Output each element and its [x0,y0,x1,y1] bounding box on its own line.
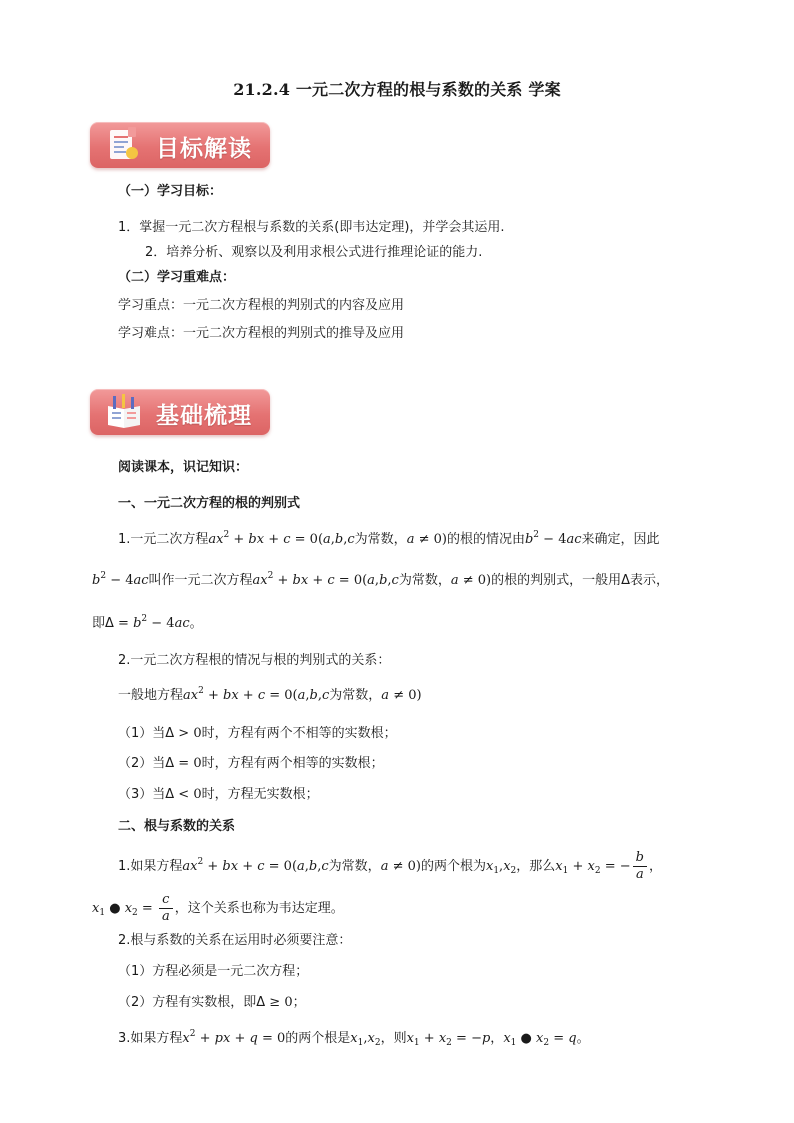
note-item-1: （1）方程必须是一元二次方程； [118,964,309,979]
vieta-monic: 3.如果方程$x^2$ + px + q = 0的两个根是$x_1,x_2$，则$x_1 + x_2 = -p$，$x_1$ ● $x_2 = q$。 [118,1029,590,1048]
banner-basics-label: 基础梳理 [156,403,252,429]
paragraph-1-line-2: $b^2 - 4ac$叫作一元二次方程$ax^2$ + bx + c = 0(a,b,c为常数，a ≠ 0)的根的判别式，一般用Δ表示， [92,571,669,588]
fraction-c-over-a: $\frac{c}{a}$ [159,892,173,925]
difficult-point: 学习难点：一元二次方程根的判别式的推导及应用 [118,326,405,341]
vieta-line-1: 1.如果方程$ax^2$ + bx + c = 0(a,b,c为常数，a ≠ 0)的两个根为$x_1,x_2$，那么$x_1 + x_2$ = − $\frac{b}{a}$ ， [118,850,663,882]
goals-heading: （一）学习目标： [118,184,223,199]
section-discriminant-heading: 一、一元二次方程的根的判别式 [118,496,301,511]
paragraph-1-line-1: 1.一元二次方程$ax^2$ + bx + c = 0(a,b,c为常数，a ≠ 0)的根的情况由$b^2 - 4ac$来确定，因此 [118,530,660,547]
banner-goals [90,122,270,168]
banner-basics [90,389,270,435]
case-positive: （1）当Δ > 0时，方程有两个不相等的实数根； [118,726,397,741]
section-vieta-heading: 二、根与系数的关系 [118,819,236,834]
goal-item-2: 2．培养分析、观察以及利用求根公式进行推理论证的能力. [145,245,483,260]
fraction-b-over-a: $\frac{b}{a}$ [633,850,647,883]
key-point: 学习重点：一元二次方程根的判别式的内容及应用 [118,298,405,313]
reading-intro: 阅读课本，识记知识： [118,460,249,475]
page-title: 21.2.4 一元二次方程的根与系数的关系 学案 [233,80,561,99]
goal-item-1: 1．掌握一元二次方程根与系数的关系(即韦达定理)，并学会其运用. [118,220,505,235]
document-icon [104,127,144,163]
note-item-2: （2）方程有实数根，即Δ ≥ 0； [118,995,306,1010]
case-zero: （2）当Δ = 0时，方程有两个相等的实数根； [118,756,384,771]
book-icon [104,394,144,430]
banner-goals-label: 目标解读 [156,136,252,162]
paragraph-2-general: 一般地方程$ax^2$ + bx + c = 0(a,b,c为常数，a ≠ 0) [118,686,422,703]
paragraph-2-title: 2.一元二次方程根的情况与根的判别式的关系： [118,653,391,668]
paragraph-1-line-3: 即$\Delta = b^2 - 4ac$。 [92,614,203,631]
vieta-line-2: $x_1$ ● $x_2$ = $\frac{c}{a}$ ，这个关系也称为韦达定理。 [92,892,344,924]
key-points-heading: （二）学习重难点： [118,270,236,285]
case-negative: （3）当Δ < 0时，方程无实数根； [118,787,319,802]
note-heading: 2.根与系数的关系在运用时必须要注意： [118,933,352,948]
